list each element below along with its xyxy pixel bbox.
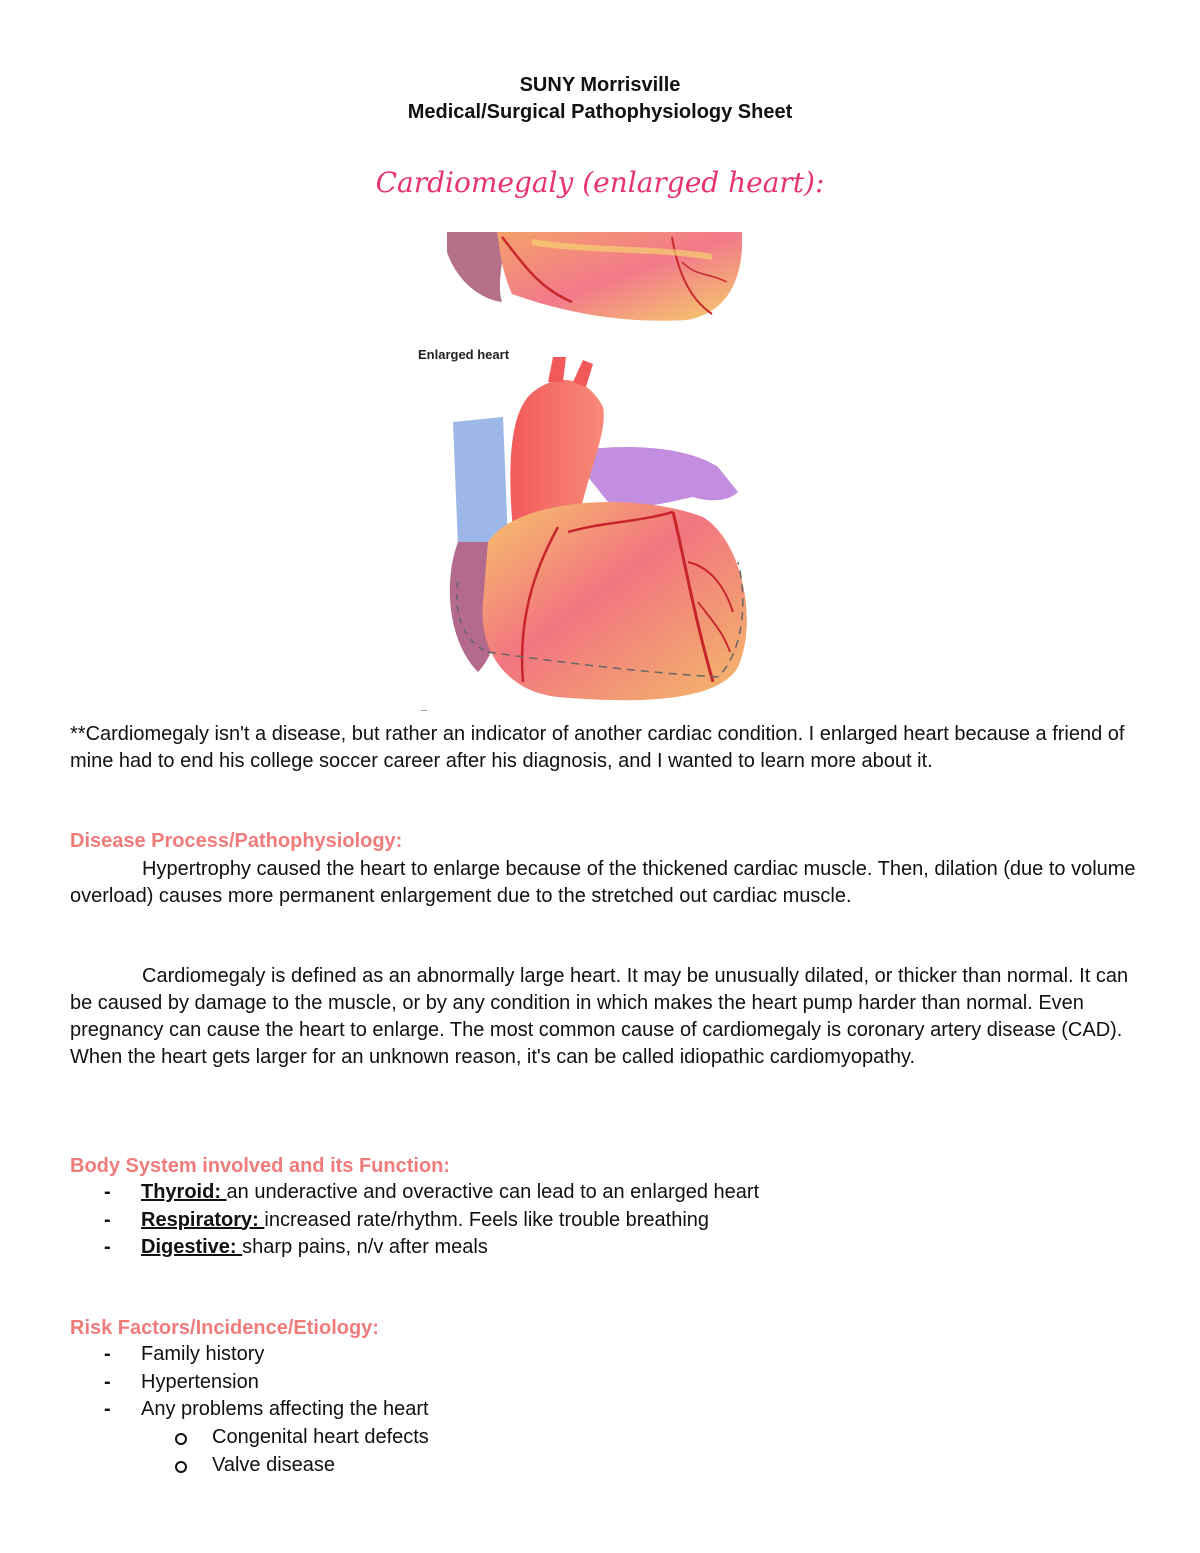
circle-bullet-icon <box>175 1461 187 1473</box>
figure-label: Enlarged heart <box>418 347 510 362</box>
list-item <box>70 1234 759 1262</box>
enlarged-heart-illustration <box>438 352 758 708</box>
dash-bullet: - <box>104 1208 111 1231</box>
list-item <box>70 1424 429 1452</box>
term-digestive: Digestive: <box>141 1236 243 1258</box>
term-respiratory: Respiratory: <box>141 1208 265 1231</box>
list-item <box>70 1396 429 1424</box>
risk-subitem: Valve disease <box>212 1453 336 1476</box>
body-system-list <box>70 1179 759 1262</box>
heart-illustration-top <box>442 232 742 322</box>
risk-factors-heading: Risk Factors/Incidence/Etiology: <box>70 1317 379 1339</box>
disease-process-heading: Disease Process/Pathophysiology: <box>70 830 403 852</box>
list-item <box>70 1179 759 1207</box>
sheet-title: Medical/Surgical Pathophysiology Sheet <box>407 101 793 123</box>
term-thyroid: Thyroid: <box>141 1181 227 1203</box>
risk-item: Hypertension <box>141 1370 259 1393</box>
term-description: increased rate/rhythm. Feels like trouble breathing <box>264 1208 710 1231</box>
risk-item: Any problems affecting the heart <box>141 1398 429 1420</box>
page-title: Cardiomegaly (enlarged heart): <box>375 166 825 199</box>
disease-paragraph-2-text: Cardiomegaly is defined as an abnormally large heart. It may be unusually dilated, or thicker than normal. It can be caused by damage to the muscle, or by any condition in which makes the heart pump harder than normal. Even pregnancy can cause the heart to enlarge. The most common cause of cardiomegaly is coronary artery disease (CAD). When the heart gets larger for an unknown reason, it's can be called idiopathic cardiomyopathy. <box>70 965 1129 1068</box>
disease-paragraph-2 <box>70 963 1140 1071</box>
risk-item: Family history <box>141 1343 265 1365</box>
figure-marker: -- <box>421 705 427 715</box>
dash-bullet: - <box>104 1236 111 1258</box>
term-description: an underactive and overactive can lead to an enlarged heart <box>226 1181 760 1203</box>
risk-factors-list <box>70 1341 429 1424</box>
list-item <box>70 1369 429 1397</box>
risk-factors-sublist <box>70 1424 429 1479</box>
list-item <box>70 1207 759 1235</box>
circle-bullet-icon <box>175 1433 187 1445</box>
list-item <box>70 1452 429 1480</box>
dash-bullet: - <box>104 1181 111 1203</box>
term-description: sharp pains, n/v after meals <box>242 1236 488 1258</box>
list-item <box>70 1341 429 1369</box>
dash-bullet: - <box>104 1370 111 1393</box>
institution-name: SUNY Morrisville <box>519 74 681 96</box>
risk-subitem: Congenital heart defects <box>212 1426 429 1448</box>
dash-bullet: - <box>104 1343 111 1365</box>
disease-paragraph-1 <box>70 856 1140 910</box>
intro-paragraph: **Cardiomegaly isn't a disease, but rather an indicator of another cardiac condition. I enlarged heart because a friend of mine had to end his college soccer career after his diagnosis, and I wanted to learn more about it. <box>70 723 1125 772</box>
disease-paragraph-1-text: Hypertrophy caused the heart to enlarge because of the thickened cardiac muscle. Then, dilation (due to volume overload) causes more permanent enlargement due to the stretched out cardiac muscle. <box>70 858 1136 907</box>
body-system-heading: Body System involved and its Function: <box>70 1155 451 1177</box>
dash-bullet: - <box>104 1398 111 1420</box>
